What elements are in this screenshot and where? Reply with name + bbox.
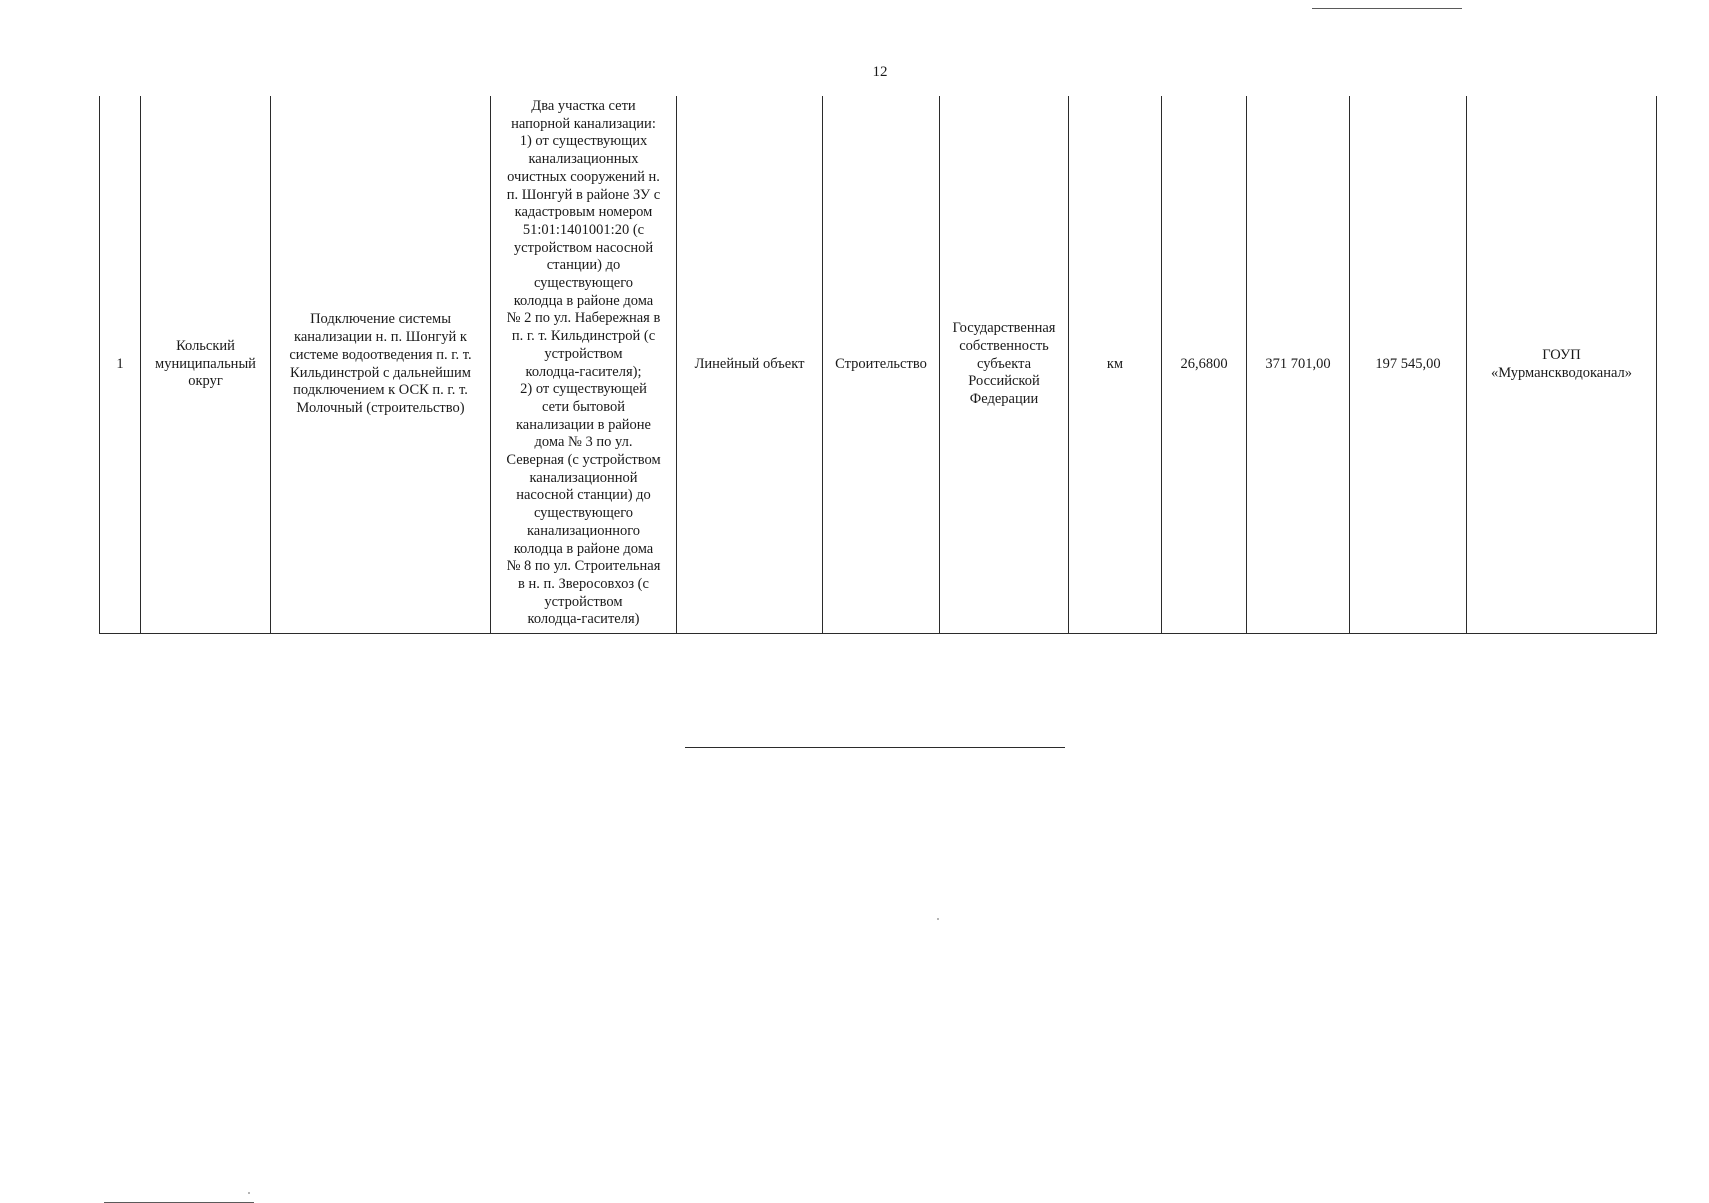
description-line: колодца-гасителя) — [527, 611, 640, 628]
description-line: дома № 3 по ул. — [534, 434, 633, 451]
description-line: № 2 по ул. Набережная в — [506, 310, 661, 327]
end-of-document-rule — [685, 747, 1065, 748]
project-name-cell: Подключение системы канализации н. п. Шонгуй к системе водоотведения п. г. т. Кильдинстрой с дальнейшим подключением к ОСК п. г. т. Молочный (строительство) — [271, 96, 491, 634]
scan-artifact — [937, 918, 939, 920]
description-line: № 8 по ул. Строительная — [506, 558, 661, 575]
description-line: канализационной — [529, 469, 638, 486]
work-type-cell: Строительство — [823, 96, 940, 634]
table-row — [100, 96, 1657, 634]
description-line: 1) от существующих — [519, 133, 648, 150]
description-line: напорной канализации: — [511, 115, 656, 132]
description-line: станции) до — [546, 257, 621, 274]
description-line: Два участка сети — [531, 98, 636, 114]
object-type-cell: Линейный объект — [677, 96, 823, 634]
description-line: устройством — [544, 345, 623, 362]
table-container — [99, 96, 1656, 628]
description-line: 2) от существующей — [520, 381, 647, 398]
description-line: 51:01:1401001:20 (с — [522, 221, 645, 238]
length-cell: 26,6800 — [1162, 96, 1247, 634]
description-line: кадастровым номером — [514, 204, 653, 221]
top-scan-rule — [1312, 8, 1462, 9]
operator-line: ГОУП — [1542, 346, 1581, 363]
description-line: устройством насосной — [513, 239, 654, 256]
description-line: существующего — [533, 275, 634, 292]
municipality-cell: Кольский муниципальный округ — [141, 96, 271, 634]
description-line: насосной станции) до — [516, 487, 651, 504]
description-line: колодца в районе дома — [513, 540, 654, 557]
description-line: существующего — [533, 505, 634, 522]
projects-table — [99, 96, 1657, 634]
description-line: устройством — [544, 593, 623, 610]
description-line: колодца-гасителя); — [525, 363, 642, 380]
description-line: сети бытовой — [541, 398, 626, 415]
description-line: канализационного — [526, 522, 641, 539]
row-index-cell: 1 — [100, 96, 141, 634]
description-line: канализационных — [528, 151, 639, 168]
operator-cell — [1467, 96, 1657, 634]
description-line: п. г. т. Кильдинстрой (с — [511, 328, 656, 345]
description-cell — [491, 96, 677, 634]
description-line: колодца в районе дома — [513, 292, 654, 309]
description-line: очистных сооружений н. — [507, 168, 660, 185]
description-line: Северная (с устройством — [506, 452, 661, 469]
scan-artifact — [248, 1192, 250, 1194]
description-line: в н. п. Зверосовхоз (с — [518, 575, 649, 592]
cost-part-cell: 197 545,00 — [1350, 96, 1467, 634]
description-line: п. Шонгуй в районе ЗУ с — [506, 186, 661, 203]
operator-line: «Мурманскводоканал» — [1490, 364, 1633, 381]
ownership-cell: Государственная собственность субъекта Российской Федерации — [940, 96, 1069, 634]
page-number: 12 — [872, 64, 888, 80]
unit-cell: км — [1069, 96, 1162, 634]
cost-total-cell: 371 701,00 — [1247, 96, 1350, 634]
description-line: канализации в районе — [515, 416, 651, 433]
